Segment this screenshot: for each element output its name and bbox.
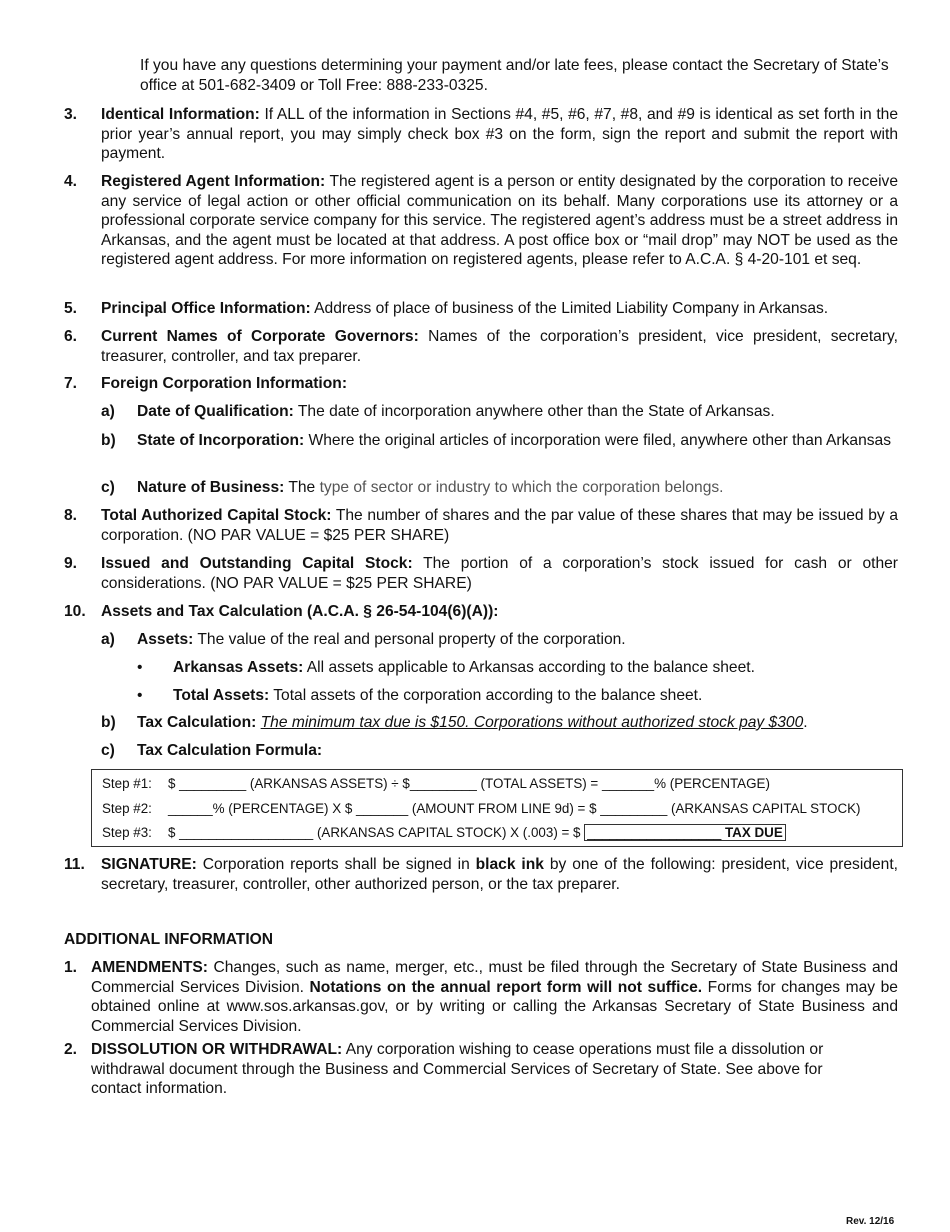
subitem-tail: .	[803, 714, 808, 731]
item-text: Names of the corporation’s president, vice president, secretary, treasurer, controller, and tax preparer.	[101, 328, 898, 365]
item-title: Total Authorized Capital Stock:	[101, 507, 332, 524]
tax-due-box	[584, 824, 786, 841]
item-title: AMENDMENTS:	[91, 959, 208, 976]
item-principal-office	[64, 299, 898, 319]
bullet-title: Arkansas Assets:	[173, 659, 304, 676]
subitem-title: Tax Calculation:	[137, 714, 257, 731]
additional-item-amendments	[64, 958, 898, 1036]
item-bold-text: black ink	[475, 856, 544, 873]
item-corporate-governors	[64, 327, 898, 366]
item-title: Foreign Corporation Information:	[101, 375, 348, 392]
subitem-nature-of-business	[101, 478, 898, 498]
bullet-arkansas-assets	[137, 658, 897, 678]
item-number: 7.	[64, 375, 78, 392]
bullet-dot: •	[137, 687, 143, 704]
formula-step-2	[102, 801, 861, 817]
step-label: Step #1:	[102, 776, 152, 791]
step-label: Step #2:	[102, 801, 152, 816]
subitem-title: State of Incorporation:	[137, 432, 305, 449]
item-title: Principal Office Information:	[101, 300, 311, 317]
subitem-letter: a)	[101, 631, 115, 648]
subitem-date-of-qualification	[101, 402, 898, 422]
item-number: 2.	[64, 1041, 78, 1058]
item-number: 9.	[64, 555, 78, 572]
subitem-letter: b)	[101, 432, 116, 449]
item-text: The portion of a corporation’s stock issued for cash or other considerations. (NO PAR VALUE = $25 PER SHARE)	[101, 555, 898, 592]
revision-label: Rev. 12/16	[846, 1216, 895, 1227]
item-number: 3.	[64, 106, 78, 123]
subitem-text: The value of the real and personal property of the corporation.	[193, 631, 626, 648]
bullet-text: All assets applicable to Arkansas according to the balance sheet.	[303, 659, 755, 676]
item-issued-capital-stock	[64, 554, 898, 593]
item-text: Any corporation wishing to cease operations must file a dissolution or withdrawal document through the Business and Commercial Services of Secretary of State. See above for contact information.	[91, 1041, 824, 1098]
subitem-text: The minimum tax due is $150. Corporations without authorized stock pay $300	[260, 714, 804, 731]
item-text-continued: Forms for changes may be obtained online at www.sos.arkansas.gov, or by writing or calling the Arkansas Secretary of State Business and Commercial Services Division.	[91, 978, 898, 1035]
tax-due-label: TAX DUE	[725, 825, 783, 840]
item-title: Issued and Outstanding Capital Stock:	[101, 555, 413, 572]
subitem-title: Nature of Business:	[137, 479, 285, 496]
subitem-text: The	[284, 479, 320, 496]
item-number: 4.	[64, 173, 78, 190]
step-text: ______% (PERCENTAGE) X $ _______ (AMOUNT FROM LINE 9d) = $ _________ (ARKANSAS CAPITAL STOCK)	[168, 801, 861, 816]
subitem-title: Tax Calculation Formula:	[137, 742, 323, 759]
subitem-letter: b)	[101, 714, 116, 731]
item-text: Corporation reports shall be signed in	[196, 856, 476, 873]
step-label: Step #3:	[102, 825, 152, 840]
item-text: Address of place of business of the Limited Liability Company in Arkansas.	[310, 300, 829, 317]
step-text: $ _________ (ARKANSAS ASSETS) ÷ $_________ (TOTAL ASSETS) = _______% (PERCENTAGE)	[168, 776, 770, 791]
item-title: Registered Agent Information:	[101, 173, 326, 190]
subitem-text: Where the original articles of incorporation were filed, anywhere other than Arkansas	[304, 432, 892, 449]
item-assets-tax-calculation	[64, 602, 898, 622]
item-text: The registered agent is a person or entity designated by the corporation to receive any service of legal action or other official communication on its behalf. Many corporations use its attorney or a professional corporate service company for this service. The registered agent’s address must be a street address in Arkansas, and the agent must be located at that address. A post office box or “mail drop” may NOT be used as the registered agent address. For more information on registered agents, please refer to A.C.A. § 4-20-101 et seq.	[101, 173, 899, 269]
subitem-title: Assets:	[137, 631, 194, 648]
subitem-text-grey: type of sector or industry to which the corporation belongs.	[319, 479, 724, 496]
item-number: 1.	[64, 959, 78, 976]
item-number: 6.	[64, 328, 78, 345]
item-text: Changes, such as name, merger, etc., must be filed through the Secretary of State Business and Commercial Services Division.	[91, 959, 898, 996]
item-title: SIGNATURE:	[101, 856, 197, 873]
bullet-title: Total Assets:	[173, 687, 270, 704]
item-number: 5.	[64, 300, 78, 317]
item-number: 11.	[64, 856, 85, 873]
formula-step-1	[102, 776, 770, 792]
item-signature	[64, 855, 898, 894]
additional-information-heading: ADDITIONAL INFORMATION	[64, 931, 274, 948]
additional-item-dissolution	[64, 1040, 844, 1099]
item-title: Current Names of Corporate Governors:	[101, 328, 419, 345]
tax-formula-box	[91, 769, 903, 847]
item-identical-information	[64, 105, 898, 164]
subitem-title: Date of Qualification:	[137, 403, 294, 420]
item-title: Identical Information:	[101, 106, 260, 123]
item-number: 10.	[64, 603, 86, 620]
item-text: If ALL of the information in Sections #4, #5, #6, #7, #8, and #9 is identical as set forth in the prior year’s annual report, you may simply check box #3 on the form, sign the report and submit the report with payment.	[101, 106, 898, 163]
bullet-text: Total assets of the corporation according to the balance sheet.	[269, 687, 703, 704]
item-title: Assets and Tax Calculation (A.C.A. § 26-54-104(6)(A)):	[101, 603, 499, 620]
subitem-assets	[101, 630, 898, 650]
contact-paragraph: If you have any questions determining your payment and/or late fees, please contact the Secretary of State’s office at 501-682-3409 or Toll Free: 888-233-0325.	[140, 57, 889, 94]
subitem-text: The date of incorporation anywhere other than the State of Arkansas.	[293, 403, 775, 420]
item-registered-agent	[64, 172, 898, 270]
tax-due-blank: __________________	[587, 825, 725, 840]
subitem-state-of-incorporation	[101, 431, 898, 451]
item-text: The number of shares and the par value of these shares that may be issued by a corporation. (NO PAR VALUE = $25 PER SHARE)	[101, 507, 898, 544]
subitem-letter: c)	[101, 742, 115, 759]
step-text: $ __________________ (ARKANSAS CAPITAL STOCK) X (.003) = $	[168, 825, 585, 840]
item-title: DISSOLUTION OR WITHDRAWAL:	[91, 1041, 343, 1058]
item-foreign-corporation	[64, 374, 898, 394]
subitem-letter: c)	[101, 479, 115, 496]
item-text-continued: by one of the following: president, vice president, secretary, treasurer, controller, other authorized person, or the tax preparer.	[101, 856, 898, 893]
subitem-tax-calculation	[101, 713, 898, 733]
item-authorized-capital-stock	[64, 506, 898, 545]
item-number: 8.	[64, 507, 78, 524]
bullet-total-assets	[137, 686, 897, 706]
item-bold-text: Notations on the annual report form will not suffice.	[309, 978, 703, 996]
formula-step-3	[102, 825, 786, 841]
subitem-tax-formula	[101, 741, 898, 761]
bullet-dot: •	[137, 659, 143, 676]
subitem-letter: a)	[101, 403, 115, 420]
